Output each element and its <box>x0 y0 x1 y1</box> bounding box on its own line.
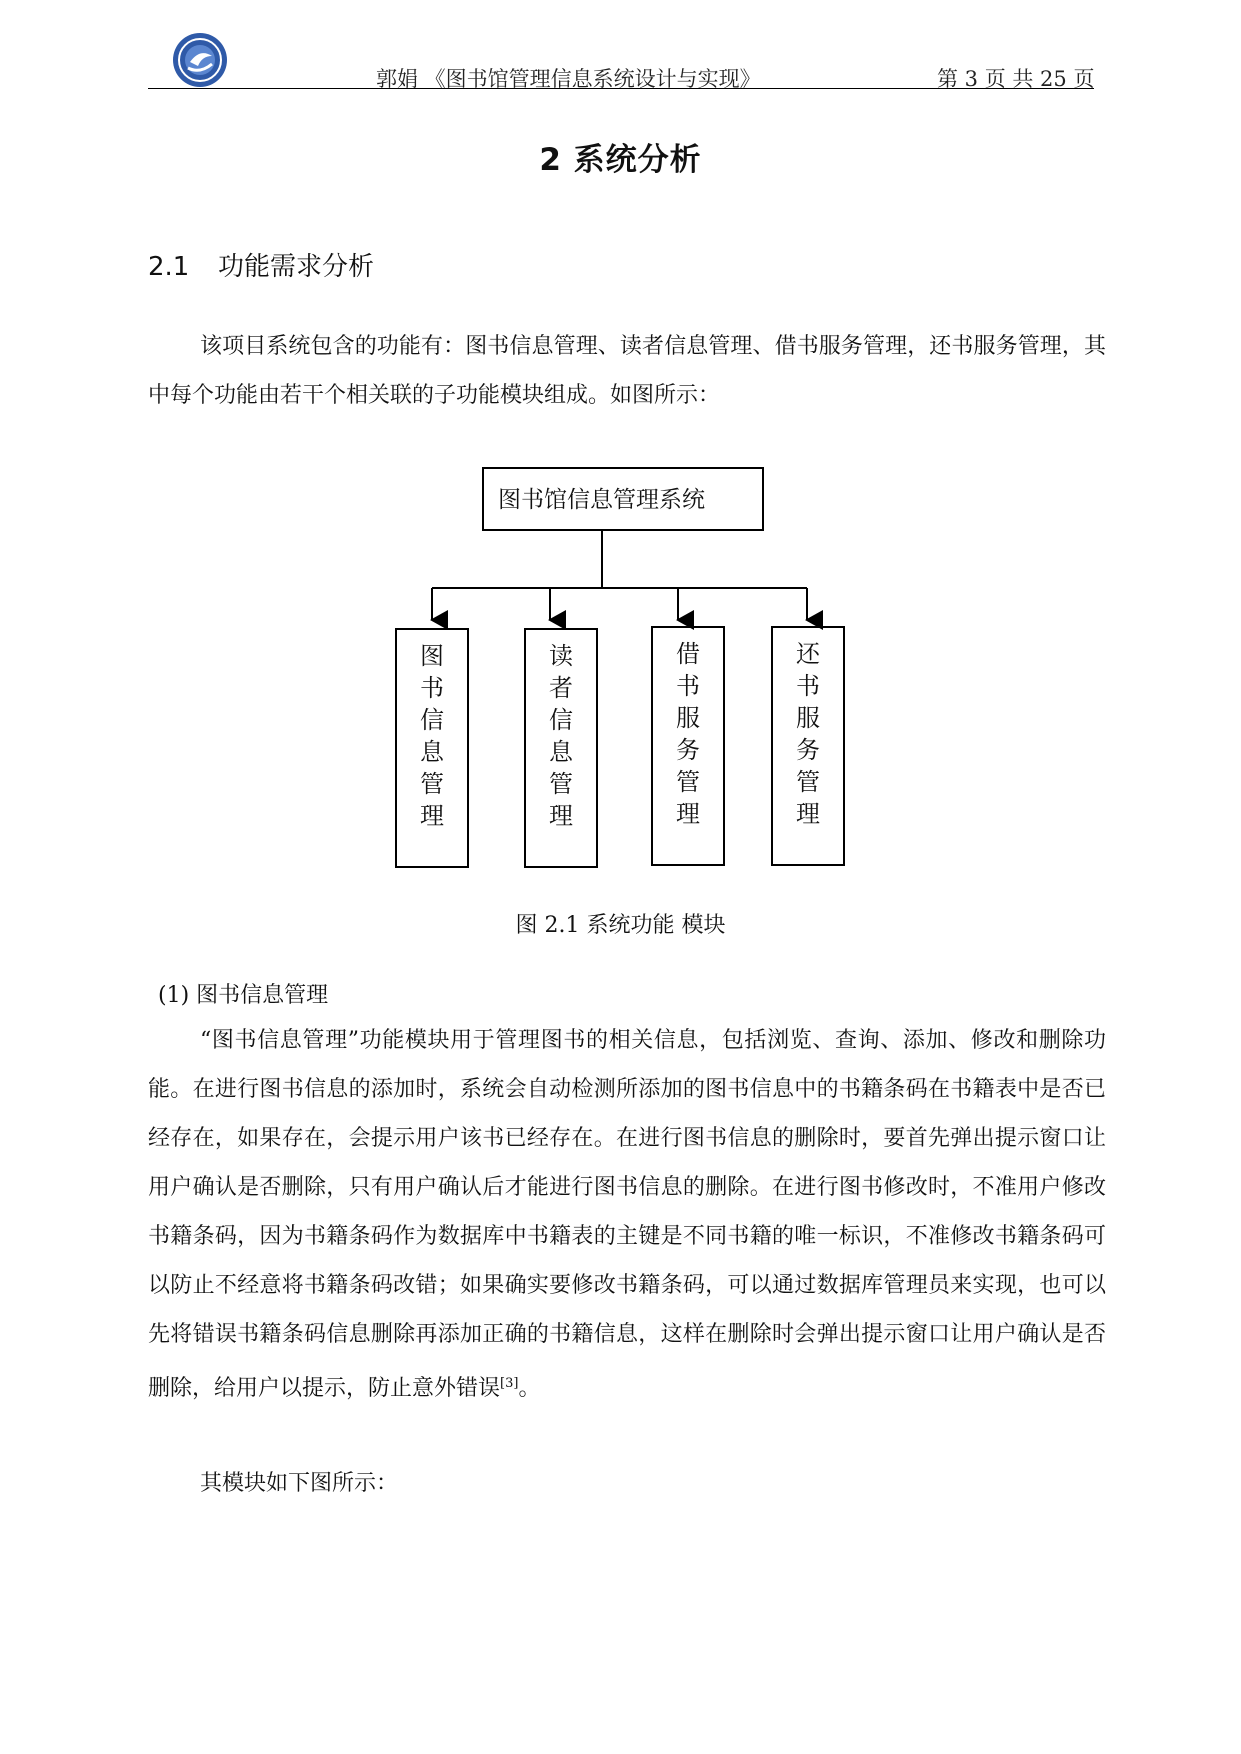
diagram-char: 信 <box>549 706 573 734</box>
body-paragraph <box>148 1016 1106 1413</box>
header-page-info: 第 3 页 共 25 页 <box>937 67 1095 91</box>
section-heading <box>148 246 374 283</box>
diagram-char: 管 <box>420 770 444 798</box>
diagram-char: 理 <box>796 800 820 828</box>
intro-paragraph: 该项目系统包含的功能有：图书信息管理、读者信息管理、借书服务管理，还书服务管理，其中每个功能由若干个相关联的子功能模块组成。如图所示： <box>148 334 1106 408</box>
item-heading: (1) 图书信息管理 <box>158 983 329 1008</box>
diagram-char: 管 <box>676 768 700 796</box>
figure-caption: 图 2.1 系统功能 模块 <box>515 913 726 938</box>
body-end: 。 <box>518 1376 541 1401</box>
diagram-char: 服 <box>676 704 700 732</box>
diagram-char: 务 <box>676 736 700 764</box>
diagram-child-book-info <box>395 628 469 868</box>
chapter-title: 2 系统分析 <box>539 142 702 178</box>
diagram-char: 读 <box>549 642 573 670</box>
diagram-char: 信 <box>420 706 444 734</box>
diagram-char: 还 <box>796 640 820 668</box>
diagram-char: 理 <box>549 802 573 830</box>
diagram-char: 书 <box>676 672 700 700</box>
diagram-char: 图 <box>420 642 444 670</box>
header-rule <box>148 88 1094 89</box>
diagram-root-box: 图书馆信息管理系统 <box>482 467 764 531</box>
diagram-char: 服 <box>796 704 820 732</box>
body-text: “图书信息管理”功能模块用于管理图书的相关信息，包括浏览、查询、添加、修改和删除功能。在进行图书信息的添加时，系统会自动检测所添加的图书信息中的书籍条码在书籍表中是否已经存在，如果存在，会提示用户该书已经存在。在进行图书信息的删除时，要首先弹出提示窗口让用户确认是否删除，只有用户确认后才能进行图书信息的删除。在进行图书修改时，不准用户修改书籍条码，因为书籍条码作为数据库中书籍表的主键是不同书籍的唯一标识，不准修改书籍条码可以防止不经意将书籍条码改错；如果确实要修改书籍条码，可以通过数据库管理员来实现，也可以先将错误书籍条码信息删除再添加正确的书籍信息，这样在删除时会弹出提示窗口让用户确认是否删除，给用户以提示，防止意外错误 <box>148 1028 1106 1401</box>
citation-marker: [3] <box>500 1376 519 1391</box>
closing-paragraph: 其模块如下图所示： <box>200 1471 399 1496</box>
diagram-char: 书 <box>420 674 444 702</box>
diagram-char: 者 <box>549 674 573 702</box>
diagram-child-borrow-service <box>651 626 725 866</box>
diagram-child-return-service <box>771 626 845 866</box>
diagram-char: 息 <box>420 738 444 766</box>
diagram-char: 理 <box>420 802 444 830</box>
header-title: 郭娟 《图书馆管理信息系统设计与实现》 <box>376 67 761 91</box>
diagram-char: 管 <box>549 770 573 798</box>
section-number: 2.1 <box>148 252 190 282</box>
diagram-char: 息 <box>549 738 573 766</box>
diagram-char: 书 <box>796 672 820 700</box>
diagram-char: 理 <box>676 800 700 828</box>
diagram-char: 借 <box>676 640 700 668</box>
diagram-child-reader-info <box>524 628 598 868</box>
diagram-char: 务 <box>796 736 820 764</box>
section-title: 功能需求分析 <box>218 252 375 282</box>
university-seal-icon <box>172 32 228 88</box>
diagram-char: 管 <box>796 768 820 796</box>
